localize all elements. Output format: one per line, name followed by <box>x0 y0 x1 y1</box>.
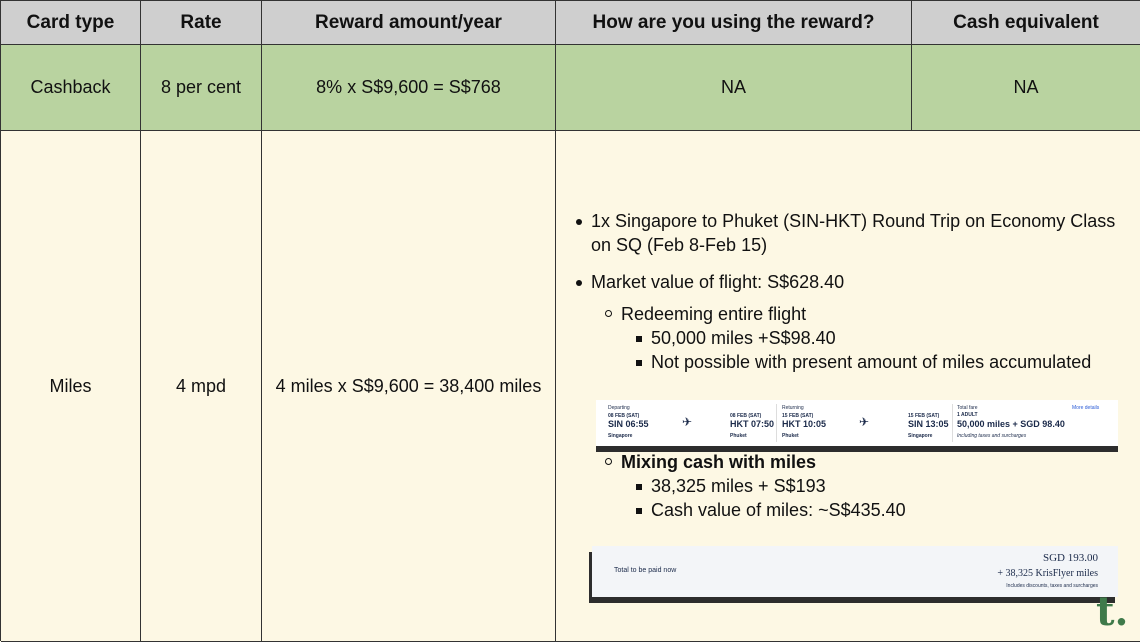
total-fare-label: Total fare <box>957 405 978 411</box>
miles-usage-details <box>556 131 1140 642</box>
dep-date: 08 FEB (SAT) <box>608 413 640 419</box>
fare-amount: 50,000 miles + SGD 98.40 <box>957 419 1065 429</box>
divider <box>776 404 777 442</box>
cashback-rate: 8 per cent <box>141 45 262 131</box>
pax-count: 1 ADULT <box>957 412 978 418</box>
ret-arr-city: Singapore <box>908 433 933 439</box>
returning-label: Returning <box>782 405 804 411</box>
option-mix-cash: Mixing cash with miles <box>621 452 817 472</box>
payment-screenshot <box>592 546 1118 597</box>
total-paid-label: Total to be paid now <box>614 567 677 574</box>
fare-note: Including taxes and surcharges <box>957 433 1027 439</box>
dep-city: Singapore <box>608 433 633 439</box>
dep-time: SIN 06:55 <box>608 419 649 429</box>
cashback-card-type: Cashback <box>1 45 141 131</box>
payment-note: Includes discounts, taxes and surcharges <box>1006 583 1098 589</box>
cashback-reward: 8% x S$9,600 = S$768 <box>262 45 556 131</box>
ret-arr-date: 15 FEB (SAT) <box>908 413 940 419</box>
list-item <box>606 450 1124 522</box>
cashback-cash: NA <box>912 45 1140 131</box>
flight-fare-screenshot <box>596 400 1118 446</box>
arr-time: HKT 07:50 <box>730 419 775 429</box>
miles-rate: 4 mpd <box>141 131 262 642</box>
arr-city: Phuket <box>730 433 747 439</box>
header-cash-equivalent: Cash equivalent <box>912 1 1140 45</box>
ret-date: 15 FEB (SAT) <box>782 413 814 419</box>
ret-arr-time: SIN 13:05 <box>908 419 949 429</box>
miles-card-type: Miles <box>1 131 141 642</box>
market-value: Market value of flight: S$628.40 <box>591 272 845 292</box>
list-item: Cash value of miles: ~S$435.40 <box>636 498 1124 522</box>
payment-miles: + 38,325 KrisFlyer miles <box>997 568 1098 579</box>
option-redeem-entire: Redeeming entire flight <box>621 304 807 324</box>
ret-time: HKT 10:05 <box>782 419 827 429</box>
divider <box>952 404 953 442</box>
list-item <box>576 270 1124 522</box>
brand-logo: t. <box>1096 588 1129 635</box>
cashback-usage: NA <box>556 45 912 131</box>
plane-icon: ✈ <box>859 415 870 429</box>
list-item <box>606 302 1124 374</box>
more-details-link: More details <box>1072 405 1100 411</box>
list-item: 38,325 miles + S$193 <box>636 474 1124 498</box>
miles-reward: 4 miles x S$9,600 = 38,400 miles <box>262 131 556 642</box>
list-item: 1x Singapore to Phuket (SIN-HKT) Round Trip on Economy Class on SQ (Feb 8-Feb 15) <box>576 209 1124 257</box>
header-usage: How are you using the reward? <box>556 1 912 45</box>
header-reward: Reward amount/year <box>262 1 556 45</box>
list-item: Not possible with present amount of miles accumulated <box>636 350 1124 374</box>
arr-date: 08 FEB (SAT) <box>730 413 762 419</box>
miles-usage-list <box>576 209 1124 535</box>
ret-city: Phuket <box>782 433 799 439</box>
plane-icon: ✈ <box>682 415 693 429</box>
departing-label: Departing <box>608 405 630 411</box>
payment-cash: SGD 193.00 <box>1042 552 1098 564</box>
header-rate: Rate <box>141 1 262 45</box>
header-card-type: Card type <box>1 1 141 45</box>
list-item: 50,000 miles +S$98.40 <box>636 326 1124 350</box>
